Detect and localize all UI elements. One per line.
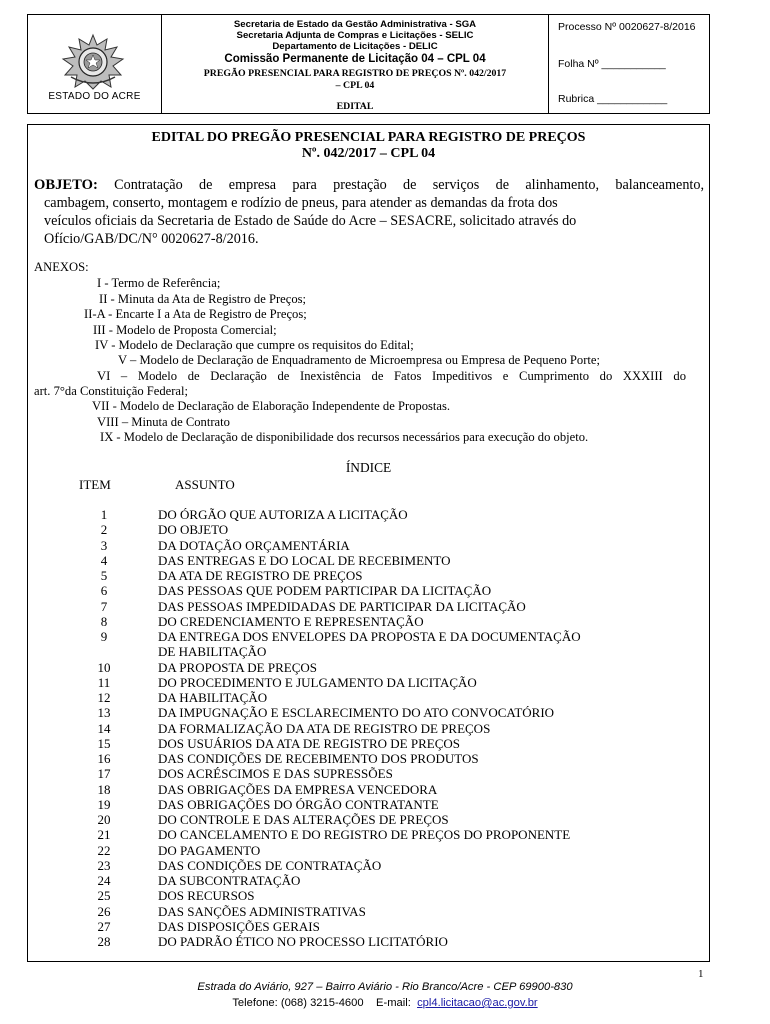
indice-item-subject: DAS CONDIÇÕES DE CONTRATAÇÃO [158, 857, 382, 873]
indice-row [0, 827, 770, 842]
pregao-line-cont: – CPL 04 [335, 80, 375, 91]
indice-row [0, 629, 770, 644]
indice-row [0, 522, 770, 537]
indice-item-number: 16 [97, 751, 111, 766]
indice-item-subject: DA SUBCONTRATAÇÃO [158, 873, 301, 888]
indice-row [0, 736, 770, 751]
anexo-item: I - Termo de Referência; [97, 276, 221, 290]
indice-item-subject: DAS SANÇÕES ADMINISTRATIVAS [158, 903, 366, 919]
objeto-text-1: Contratação de empresa para prestação de serviços de alinhamento, balanceamento, [114, 177, 704, 193]
page-number: 1 [698, 968, 704, 980]
indice-item-subject: DAS DISPOSIÇÕES GERAIS [158, 918, 320, 934]
objeto-label: OBJETO: [34, 177, 98, 193]
footer-address: Estrada do Aviário, 927 – Bairro Aviário - Rio Branco/Acre - CEP 69900-830 [197, 981, 573, 993]
indice-row [0, 644, 770, 659]
footer-email-link[interactable]: cpl4.licitacao@ac.gov.br [417, 997, 538, 1009]
document-number: Nº. 042/2017 – CPL 04 [301, 146, 436, 161]
indice-row [0, 934, 770, 949]
indice-row [0, 812, 770, 827]
indice-item-subject: DO CREDENCIAMENTO E REPRESENTAÇÃO [158, 613, 424, 629]
indice-item-number: 26 [97, 903, 111, 919]
indice-row [0, 919, 770, 934]
indice-item-subject: DO PAGAMENTO [158, 842, 261, 858]
indice-item-number: 10 [97, 659, 111, 675]
emblem-caption: ESTADO DO ACRE [48, 91, 141, 102]
anexo-item: VII - Modelo de Declaração de Elaboração Independente de Propostas. [92, 399, 451, 413]
anexo-item: VIII – Minuta de Contrato [97, 415, 230, 429]
indice-item-subject: DA ATA DE REGISTRO DE PREÇOS [158, 568, 363, 583]
org-line-sga: Secretaria de Estado da Gestão Administrativa - SGA [233, 19, 477, 30]
state-emblem-icon [57, 33, 129, 91]
rubrica-field: Rubrica ____________ [558, 93, 668, 105]
indice-item-number: 19 [97, 796, 111, 812]
document-title: EDITAL DO PREGÃO PRESENCIAL PARA REGISTRO DE PREÇOS [151, 130, 586, 145]
indice-item-subject: DO CONTROLE E DAS ALTERAÇÕES DE PREÇOS [158, 812, 449, 827]
indice-item-number: 4 [100, 552, 108, 568]
anexo-item: III - Modelo de Proposta Comercial; [93, 323, 277, 337]
indice-item-number: 15 [97, 735, 111, 751]
indice-item-number: 17 [97, 766, 111, 782]
indice-item-number: 13 [97, 705, 111, 721]
indice-row [0, 751, 770, 766]
indice-row [0, 766, 770, 781]
indice-item-subject: DOS RECURSOS [158, 888, 255, 904]
indice-row [0, 553, 770, 568]
indice-item-subject: DOS USUÁRIOS DA ATA DE REGISTRO DE PREÇOS [158, 735, 460, 751]
indice-item-subject: DO PADRÃO ÉTICO NO PROCESSO LICITATÓRIO [158, 934, 448, 949]
footer-email-label: E-mail: [376, 997, 411, 1009]
indice-item-number: 8 [100, 613, 108, 629]
indice-item-subject: DA PROPOSTA DE PREÇOS [158, 659, 317, 675]
footer-contact [0, 997, 770, 1009]
indice-item-subject: DAS PESSOAS QUE PODEM PARTICIPAR DA LICITAÇÃO [158, 583, 492, 599]
indice-row [0, 904, 770, 919]
indice-item-number: 11 [97, 674, 111, 690]
indice-item-number: 6 [100, 583, 108, 599]
objeto-text-4: Ofício/GAB/DC/N° 0020627-8/2016. [44, 231, 259, 247]
org-line-delic: Departamento de Licitações - DELIC [272, 41, 438, 52]
indice-item-subject: DE HABILITAÇÃO [158, 644, 267, 660]
anexos-heading: ANEXOS: [34, 260, 89, 274]
anexo-item: V – Modelo de Declaração de Enquadramento de Microempresa ou Empresa de Pequeno Porte; [118, 353, 601, 367]
indice-row [0, 843, 770, 858]
indice-row [0, 583, 770, 598]
indice-item-number: 20 [97, 812, 111, 827]
indice-row [0, 675, 770, 690]
indice-row [0, 568, 770, 583]
indice-item-subject: DA ENTREGA DOS ENVELOPES DA PROPOSTA E DA DOCUMENTAÇÃO [158, 629, 581, 644]
indice-row [0, 797, 770, 812]
objeto-text-3: veículos oficiais da Secretaria de Estado de Saúde do Acre – SESACRE, solicitado através do [44, 213, 577, 229]
indice-row [0, 538, 770, 553]
indice-item-number: 7 [100, 598, 108, 614]
indice-item-number: 21 [97, 827, 111, 843]
indice-item-subject: DOS ACRÉSCIMOS E DAS SUPRESSÕES [158, 766, 393, 782]
commission-line: Comissão Permanente de Licitação 04 – CPL 04 [224, 53, 486, 65]
indice-item-number: 22 [97, 842, 111, 858]
indice-item-subject: DAS OBRIGAÇÕES DA EMPRESA VENCEDORA [158, 781, 438, 797]
org-line-selic: Secretaria Adjunta de Compras e Licitações - SELIC [236, 30, 474, 41]
indice-item-number: 28 [97, 934, 111, 949]
indice-row [0, 888, 770, 903]
anexo-item: II - Minuta da Ata de Registro de Preços; [99, 292, 307, 306]
indice-row [0, 507, 770, 522]
anexo-item: II-A - Encarte I a Ata de Registro de Preços; [84, 307, 307, 321]
indice-item-subject: DAS ENTREGAS E DO LOCAL DE RECEBIMENTO [158, 552, 451, 568]
anexo-item: VI – Modelo de Declaração de Inexistência de Fatos Impeditivos e Cumprimento do XXXIII do [97, 369, 686, 383]
indice-row [0, 782, 770, 797]
indice-row [0, 614, 770, 629]
indice-col-item: ITEM [79, 477, 111, 492]
indice-item-number: 3 [100, 537, 108, 553]
pregao-line: PREGÃO PRESENCIAL PARA REGISTRO DE PREÇOS Nº. 042/2017 [203, 68, 507, 79]
indice-item-subject: DA FORMALIZAÇÃO DA ATA DE REGISTRO DE PREÇOS [158, 720, 491, 736]
footer-phone: Telefone: (068) 3215-4600 [232, 997, 364, 1009]
anexo-item: art. 7°da Constituição Federal; [34, 384, 189, 398]
indice-row [0, 873, 770, 888]
indice-item-subject: DA IMPUGNAÇÃO E ESCLARECIMENTO DO ATO CONVOCATÓRIO [158, 705, 555, 721]
indice-item-number: 24 [97, 873, 111, 888]
indice-item-number: 2 [100, 522, 108, 538]
indice-row [0, 660, 770, 675]
indice-item-subject: DAS OBRIGAÇÕES DO ÓRGÃO CONTRATANTE [158, 796, 439, 812]
indice-row [0, 721, 770, 736]
indice-col-assunto: ASSUNTO [175, 477, 235, 492]
processo-number: Processo Nº 0020627-8/2016 [558, 21, 696, 33]
indice-item-number: 12 [97, 690, 111, 705]
indice-row [0, 705, 770, 720]
indice-item-subject: DAS PESSOAS IMPEDIDADAS DE PARTICIPAR DA LICITAÇÃO [158, 598, 526, 614]
indice-item-number: 14 [97, 720, 111, 736]
indice-item-subject: DA DOTAÇÃO ORÇAMENTÁRIA [158, 537, 350, 553]
indice-item-subject: DO CANCELAMENTO E DO REGISTRO DE PREÇOS DO PROPONENTE [158, 827, 571, 843]
anexo-item: IV - Modelo de Declaração que cumpre os requisitos do Edital; [95, 338, 414, 352]
indice-item-subject: DO OBJETO [158, 522, 229, 538]
indice-item-number: 25 [97, 888, 111, 904]
indice-item-subject: DAS CONDIÇÕES DE RECEBIMENTO DOS PRODUTOS [158, 751, 479, 766]
anexo-item: IX - Modelo de Declaração de disponibilidade dos recursos necessários para execução do objeto. [100, 430, 589, 444]
objeto-text-2: cambagem, conserto, montagem e rodízio de pneus, para atender as demandas da frota dos [44, 195, 558, 211]
objeto-paragraph [34, 176, 704, 248]
indice-item-number: 18 [97, 781, 111, 797]
indice-row [0, 599, 770, 614]
indice-row [0, 858, 770, 873]
indice-row [0, 690, 770, 705]
indice-item-subject: DO ÓRGÃO QUE AUTORIZA A LICITAÇÃO [158, 507, 408, 522]
indice-item-subject: DA HABILITAÇÃO [158, 690, 268, 705]
indice-item-number: 23 [97, 857, 111, 873]
indice-item-subject: DO PROCEDIMENTO E JULGAMENTO DA LICITAÇÃO [158, 674, 477, 690]
indice-item-number: 27 [97, 918, 111, 934]
indice-item-number: 5 [100, 568, 108, 583]
indice-heading: ÍNDICE [345, 460, 392, 475]
edital-label: EDITAL [336, 101, 374, 112]
folha-field: Folha Nº ___________ [558, 58, 666, 70]
indice-item-number: 9 [100, 629, 108, 644]
indice-item-number: 1 [100, 507, 108, 522]
